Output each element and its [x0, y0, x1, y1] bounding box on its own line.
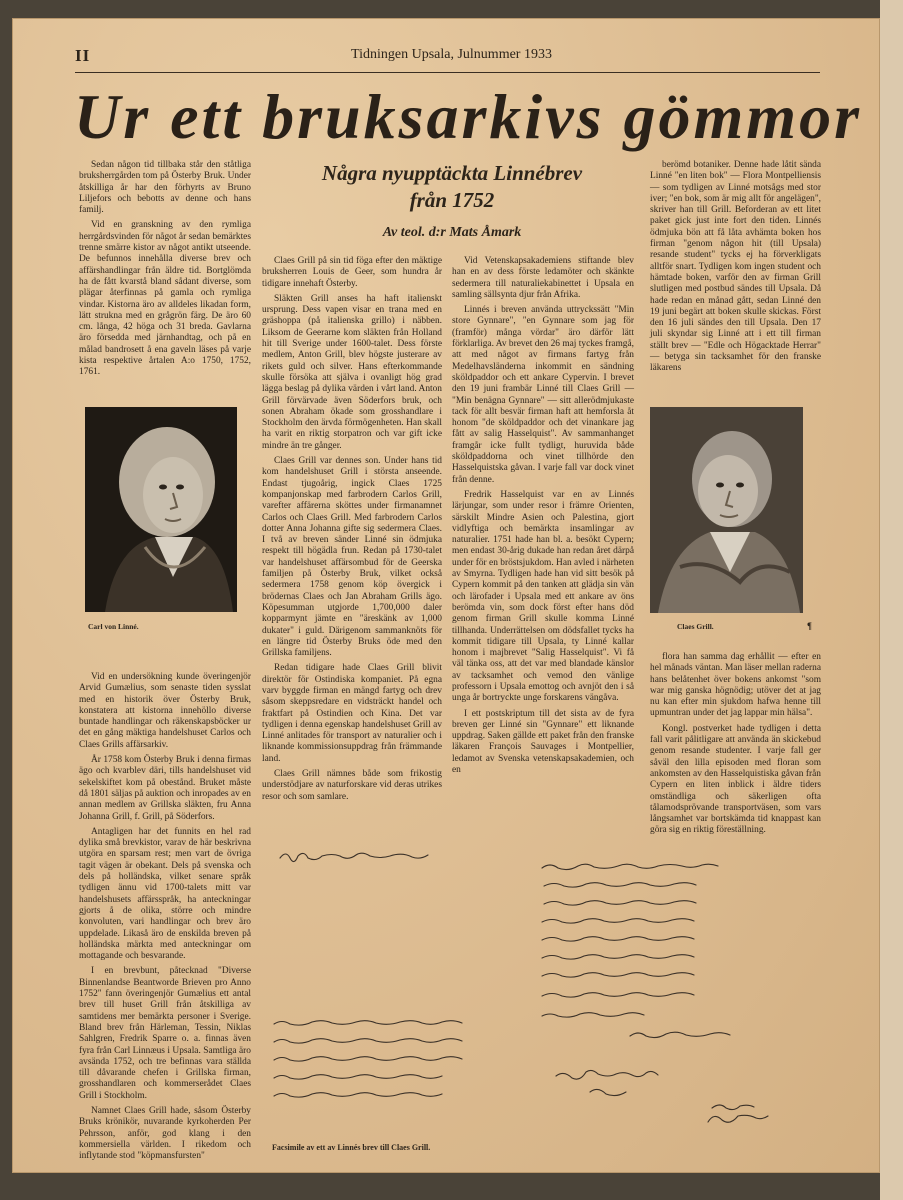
- paragraph: I en brevbunt, påtecknad "Diverse Binnenlandse Beantworde Brieven pro Anno 1752" fann överingenjör Gumælius ett antal brev till huset Grill från åtskilliga av samtidens mer bemärkta personer i Sverige. Bland brev från Härleman, Tessin, Niklas Sahlgren, Fredrik Sparre o. a. finnas även fyra från Carl Linnæus i Upsala. Samtliga äro avsända 1752, och tre befinnas vara ställda till dåvarande chefen i Grillska firman, grosshandlaren och kommerserådet Claes Grill i Stockholm.: [79, 966, 251, 1101]
- subheadline: [266, 160, 638, 214]
- paragraph: berömd botaniker. Denne hade låtit sända Linné "en liten bok" — Flora Montpelliensis — som tydligen av Linné motsågs med stor iver; "en bok, som är mig allt för angelägen", skriver han till Grill. Beforderan av ett litet paket gick just inte fort den tiden. Linnés ödmjuka bön att få låta avhämta boken hos firman "genom någon hit (till Upsala) resande student" tycks ej ha förverkligats alltför snart. Tydligen kom ingen student och hämtade boken, varför den av firman Grill slutligen med postbud sändes till Upsala. Då hade redan en månad gått, sedan Linné den 19 juni begärt att boken skulle skickas. Först den 16 juli sändes den till Upsala. Den 17 juli skyndar sig Linné att i ett till firman ställt brev — "Edle och Högacktade Herrar" — betyga sin tacksamhet för den franske läkarens: [650, 160, 821, 374]
- caption-linne: Carl von Linné.: [88, 622, 139, 631]
- paragraph: Claes Grill på sin tid föga efter den mäktige bruksherren Louis de Geer, som hundra år tidigare innehaft Österby.: [262, 256, 442, 289]
- paragraph: Namnet Claes Grill hade, såsom Österby Bruks krönikör, nuvarande kyrkoherden Per Pehrsson, anför, god klang i den kommersiella världen. I rikedom och inflytande stod "köpmansfursten": [79, 1105, 251, 1162]
- paragraph: I ett postskriptum till det sista av de fyra breven ger Linné sin "Gynnare" ett liknande uppdrag. Saken gällde ett paket från den franske läkaren François Sauvages i Montpellier, ledamot av Svenska vetenskapsakademien, och en: [452, 708, 634, 776]
- column-1-bottom: [79, 672, 251, 1166]
- page-number: II: [75, 46, 91, 65]
- paragraph: Redan tidigare hade Claes Grill blivit direktör för Ostindiska kompaniet. På egna varv byggde firman en mängd fartyg och drev såsom skeppsredare en vidsträckt handel och fraktfart på Ostindien och Kina. Det var tydligen i denna egenskap handelshuset Grill av Linné anlitades för transport av naturalier och i liknande kommissionsuppdrag från främmande land.: [262, 663, 442, 764]
- paragraph: År 1758 kom Österby Bruk i denna firmas ägo och kvarblev däri, tills handelshuset vid sekelskiftet kom på obestånd. Bruket måste då 1801 säljas på auktion och inropades av en annan medlem av Grillska släkten, fru Anna Johanna Grill, f. Grill, på Söderfors.: [79, 755, 251, 822]
- header-rule: [75, 72, 820, 73]
- headline: Ur ett bruksarkivs gömmor: [74, 81, 862, 152]
- column-3: [452, 256, 634, 780]
- subheadline-line-1: Några nyupptäckta Linnébrev: [321, 161, 583, 185]
- subheadline-line-2: från 1752: [409, 188, 495, 212]
- paragraph: Vid Vetenskapsakademiens stiftande blev han en av dess förste ledamöter och skänkte sedermera till naturaliekabinettet i Upsala en samling sällsynta djur från Afrika.: [452, 256, 634, 300]
- publication-header: Tidningen Upsala, Julnummer 1933: [351, 47, 552, 62]
- caption-facsimile: Facsimile av ett av Linnés brev till Claes Grill.: [272, 1143, 431, 1152]
- portrait-linne: [85, 407, 237, 612]
- column-4-bottom: [650, 652, 821, 841]
- paragraph: Antagligen har det funnits en hel rad dylika små brevkistor, varav de här beskrivna utgöra en sparsam rest; men vart de övriga tagit vägen är obekant. Dels på svenska och dels på holländska, vilket senare språk tydligen ännu vid 1700-talets mitt var handelshusets affärsspråk, ha anteckningar gjorts å de olika, större och mindre konvoluten, vari handlingar och brev äro uppdelade. Likaså äro de enskilda breven på holländska märkta med anteckningar om mottagande och besvarande.: [79, 826, 251, 962]
- paragraph: Vid en undersökning kunde överingenjör Arvid Gumælius, som senaste tiden sysslat med en historik över Österby Bruk, konstatera att kistorna innehöllo diverse buntade handlingar och räkenskapsböcker ur det en gång mäktiga handelshuset Carlos och Claes Grills affärsarkiv.: [79, 672, 251, 750]
- paragraph: Sedan någon tid tillbaka står den ståtliga bruksherrgården tom på Österby Bruk. Under åtskilliga år har den förhyrts av Bruno Liljefors och bebotts av denne och hans familj.: [79, 160, 251, 216]
- portrait-grill-image: [650, 407, 803, 613]
- column-1-top: [79, 160, 251, 383]
- paragraph: Vid en granskning av den rymliga herrgårdsvinden för något år sedan bemärktes trenne smärre kistor av något antikt utseende. De befunnos innehålla diverse brev och affärshandlingar från äldre tid. Bortglömda ha de fått kvarstå bland sådant diverse, som plägar återfinnas på gamla och rymliga vindar. Kistorna äro av alldeles likadan form, lätt strukna med en grågrön färg. De äro 60 cm. långa, 42 höga och 31 breda. Gavlarna äro försedda med järnhandtag, och på en målad bandrosett å ena gaveln läses på varje kista respektive årtalen A:o 1750, 1752, 1761.: [79, 220, 251, 378]
- paragraph: Kongl. postverket hade tydligen i detta fall varit pålitligare att använda än skickebud genom resande studenter. I varje fall ger såväl den lilla episoden med floran som ankomsten av den Hasselquistiska gåvan från Cypern en liten inblick i äldre tiders omständliga och säkerligen ofta tålamodsprövande transportväsen, som vars långsamhet var bortskämda tid knappast kan göra sig en riktig föreställning.: [650, 723, 821, 836]
- column-4-top: [650, 160, 821, 379]
- caption-grill: Claes Grill.: [677, 622, 714, 631]
- portrait-grill: [650, 407, 803, 613]
- page-edge: [880, 0, 903, 1200]
- byline: Av teol. d:r Mats Åmark: [382, 225, 522, 240]
- facsimile-letter: [260, 846, 828, 1152]
- paragraph: Fredrik Hasselquist var en av Linnés lärjungar, som under resor i främre Orienten, särskilt Mindre Asien och Palestina, gjort vidlyftiga och bemärkta insamlingar av naturalier. 1751 hade han bl. a. besökt Cypern; men endast 30-årig dukade han redan året därpå under för en bröstsjukdom. Han avled i närheten av Smyrna. Tydligen hade han vid sitt besök på Cypern kommit på den tanken att glädja sin vän och lärofader i Upsala med ett ankare av öns berömda vin, som dock först efter hans död genom firman Grill skulle komma Linné tillhanda. Underrättelsen om dödsfallet tycks ha kommit tidigare till Upsala, ty Linné kallar honom i majbrevet "Salig Hasselquist". Vi få väl tänka oss, att det var med blandade känslor av tacksamhet och vemod den vänlige professorn i Upsala emottog och avnjöt den i så unga år bortryckte unge forskarens vängåva.: [452, 489, 634, 704]
- paragraph: Claes Grill nämnes både som frikostig understödjare av naturforskare vid deras utrikes resor och som samlare.: [262, 769, 442, 802]
- paragraph: Släkten Grill anses ha haft italienskt ursprung. Dess vapen visar en trana med en gräshoppa (på italienska grillo) i näbben. Liksom de Geerarne kom släkten från Holland hit till Sverige under 1600-talet. Dess förste medlem, Anton Grill, blev högste justerare av rikets guld och silver. Hans efterkommande skulle försöka att själva i ovanligt hög grad lägga beslag på dylika värden i vårt land. Anton Grill förvärvade även Söderfors bruk, och sonen Abraham ökade som grosshandlare i Stockholm den ärvda förmögenheten. Han skall ha varit en riktig storpatron och var gift icke mindre än tre gånger.: [262, 293, 442, 451]
- paragraph: flora han samma dag erhållit — efter en hel månads väntan. Man läser mellan raderna hans belåtenhet över bokens ankomst "som war mig ganska högnödig; utöver det at jag nu kan efter min sjukdom hafwa henne till upmuntran under det jag lappar min hälsa".: [650, 652, 821, 719]
- caption-grill-mark: ¶: [807, 621, 812, 631]
- paragraph: Claes Grill var dennes son. Under hans tid kom handelshuset Grill i största anseende. Endast tjugoårig, ingick Claes 1725 kompanjonskap med farbrodern Carlos Grill, varefter affärerna sköttes under firmanamnet Carlos och Claes Grill. Med farbrodern Carlos dotter Anna Johanna gifte sig sedermera Claes. I två av breven sänder Linné sin ödmjuka respekt till högädla frun. Redan på 1730-talet var handelshuset affärsombud för de Geerska familjen på Österby Bruk, vilket också sedermera 1758 genom köp övergick i brödernas Claes och Jan Abraham Grills ägo. Köpesumman utgjorde 1,700,000 daler kopparmynt jämte en "äreskänk av 1,000 dukater" i guld. Därigenom sammanknöts för en längre tid Österby Bruks öde med den Grillska familjens.: [262, 456, 442, 659]
- portrait-linne-image: [85, 407, 237, 612]
- column-2: [262, 256, 442, 807]
- paragraph: Linnés i breven använda uttryckssätt "Min store Gynnare", "en Gynnare som jag för (framför) många vördar" äro därför lätt förklarliga. Av brevet den 26 maj tyckes framgå, att med något av firmans fartyg från Medelhavsländerna inkommit en sändning sköldpaddor och ett ankare Cypervin. I brevet den 19 juni frambär Linné till Claes Grill — "Min benägna Gynnare" — sitt allerödmjukaste tack för allt besvär firman haft att hemforsla åt honom "de sköldpaddor och det vinankare jag fått av salig Hasselquist". Av sammanhanget framgår icke fullt tydligt, huruvida både sköldpaddorna och vinet tillhörde den Hasselquistska gåvan. I varje fall var dock vinet från denne.: [452, 305, 634, 485]
- handwriting-image: [260, 846, 828, 1152]
